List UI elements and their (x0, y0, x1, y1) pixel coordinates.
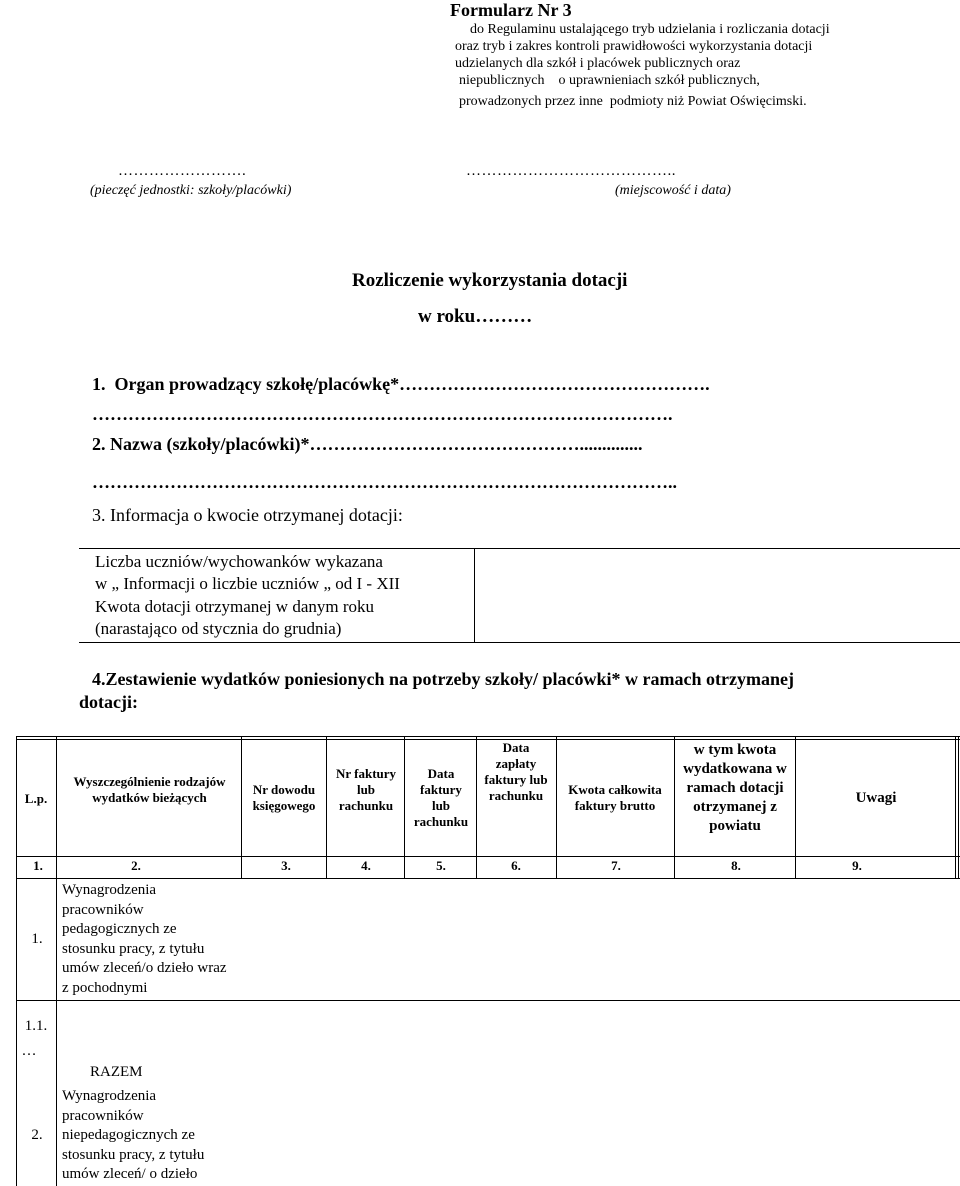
section-2-name: 2. Nazwa (szkoły/placówki)*……………………………………….............. (92, 434, 643, 454)
header-notes: Uwagi (855, 790, 897, 806)
table-rule (326, 736, 327, 878)
column-number: 1. (33, 858, 43, 873)
section-1-organ: 1. Organ prowadzący szkołę/placówkę*……………………………………………. (92, 374, 710, 394)
regulation-line: oraz tryb i zakres kontroli prawidłowości wykorzystania dotacji (455, 39, 813, 54)
table-rule (556, 736, 557, 878)
header-invoice-number: Nr faktury lub rachunku (335, 766, 397, 813)
section-4-title-cont: dotacji: (79, 692, 138, 712)
column-number: 5. (436, 858, 446, 873)
table-rule (476, 736, 477, 878)
header-description: Wyszczególnienie rodzajów wydatków bieżących (73, 774, 226, 805)
table-rule (241, 736, 242, 878)
header-invoice-date: Data faktury lub rachunku (413, 766, 469, 829)
stamp-dots: ……………………. (118, 163, 247, 179)
table-rule (795, 736, 796, 878)
section-1-continuation: ……………………………………………………………………………………. (92, 404, 673, 424)
row-description: Wynagrodzenia pracowników niepedagogicznych ze stosunku pracy, z tytułu umów zleceń/ o dzieło (62, 1088, 205, 1182)
row-description: Wynagrodzenia pracowników pedagogicznych ze stosunku pracy, z tytułu umów zleceń/o dzieło wraz z pochodnymi (62, 882, 227, 996)
header-grant-amount: w tym kwota wydatkowana w ramach dotacji otrzymanej z powiatu (683, 742, 787, 834)
header-total-amount: Kwota całkowita faktury brutto (568, 782, 662, 813)
dotation-info-box (79, 548, 960, 643)
expenses-table (16, 736, 960, 1186)
table-border (955, 736, 956, 878)
column-number: 6. (511, 858, 521, 873)
header-lp: L.p. (24, 791, 48, 806)
table-rule (674, 736, 675, 878)
info-box-value-field[interactable] (474, 548, 960, 643)
regulation-line: do Regulaminu ustalającego tryb udzielania i rozliczania dotacji (470, 22, 830, 37)
info-line: w „ Informacji o liczbie uczniów „ od I - XII (95, 574, 400, 593)
form-title: Formularz Nr 3 (450, 0, 572, 20)
info-line: Kwota dotacji otrzymanej w danym roku (95, 597, 375, 616)
section-2-continuation: …………………………………………………………………………………….. (92, 472, 677, 492)
info-box-labels (79, 548, 474, 643)
row-lp: 2. (31, 1127, 43, 1143)
row-lp: … (21, 1043, 37, 1059)
column-number: 7. (611, 858, 621, 873)
column-number: 4. (361, 858, 371, 873)
table-rule (56, 736, 57, 1186)
table-rule (16, 878, 960, 879)
table-border (16, 736, 960, 737)
section-3-title: 3. Informacja o kwocie otrzymanej dotacji: (92, 505, 403, 525)
header-document-number: Nr dowodu księgowego (252, 782, 316, 813)
document-title: Rozliczenie wykorzystania dotacji (352, 270, 628, 291)
stamp-caption: (pieczęć jednostki: szkoły/placówki) (90, 183, 292, 198)
table-rule (16, 856, 960, 857)
info-line: Liczba uczniów/wychowanków wykazana (95, 552, 383, 571)
place-date-caption: (miejscowość i data) (615, 183, 731, 198)
row-lp: 1.1. (24, 1018, 48, 1034)
table-rule (16, 1000, 960, 1001)
column-number: 9. (852, 858, 862, 873)
info-line: (narastająco od stycznia do grudnia) (95, 619, 342, 638)
regulation-line: niepublicznych o uprawnieniach szkół publicznych, (459, 73, 760, 88)
regulation-line: udzielanych dla szkół i placówek publicznych oraz (455, 56, 741, 71)
column-number: 2. (131, 858, 141, 873)
row-description-total: RAZEM (90, 1064, 143, 1080)
table-border (958, 736, 959, 878)
column-number: 8. (731, 858, 741, 873)
regulation-line: prowadzonych przez inne podmioty niż Powiat Oświęcimski. (459, 94, 807, 109)
header-payment-date: Data zapłaty faktury lub rachunku (484, 740, 548, 803)
row-lp: 1. (31, 931, 43, 947)
table-rule (404, 736, 405, 878)
document-year: w roku……… (418, 306, 533, 327)
section-4-title: 4.Zestawienie wydatków poniesionych na potrzeby szkoły/ placówki* w ramach otrzymanej (92, 669, 794, 689)
place-date-dots: ………………………………….. (466, 163, 676, 179)
column-number: 3. (281, 858, 291, 873)
